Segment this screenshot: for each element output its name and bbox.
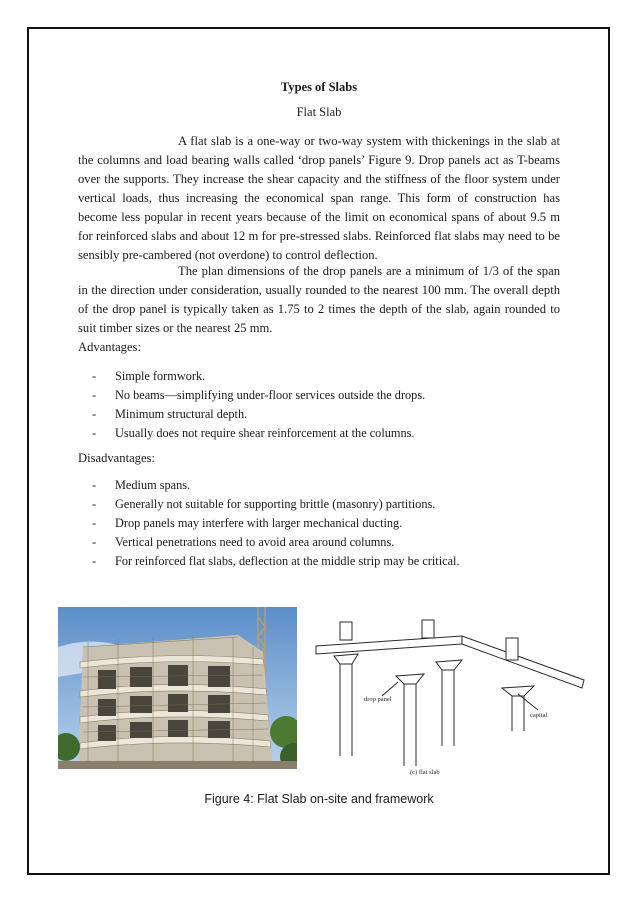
list-item [92, 424, 425, 443]
list-item [92, 405, 425, 424]
list-item [92, 476, 460, 495]
drop-panel-label: drop panel [364, 696, 392, 703]
list-item-text: For reinforced flat slabs, deflection at the middle strip may be critical. [115, 554, 460, 568]
bullet-dash: - [92, 369, 97, 383]
list-item-text: Generally not suitable for supporting brittle (masonry) partitions. [115, 497, 436, 511]
list-item-text: Simple formwork. [115, 369, 206, 383]
list-item-text: Minimum structural depth. [115, 407, 248, 421]
disadvantages-list [92, 476, 460, 571]
bullet-dash: - [92, 497, 97, 511]
list-item-text: No beams—simplifying under-floor services outside the drops. [115, 388, 426, 402]
bullet-dash: - [92, 407, 97, 421]
list-item [92, 367, 425, 386]
list-item-text: Usually does not require shear reinforcement at the columns. [115, 426, 415, 440]
bullet-dash: - [92, 388, 97, 402]
drawing-subcaption: (c) flat slab [410, 769, 440, 776]
list-item [92, 514, 460, 533]
bullet-dash: - [92, 426, 97, 440]
paragraph-intro: A flat slab is a one-way or two-way system with thickenings in the slab at the columns and load bearing walls called ‘drop panels’ Figure 9. Drop panels act as T-beams over the supports. They increase the shear capacity and the stiffness of the floor system under vertical loads, thus increasing the economical span range. This form of construction has become less popular in recent years because of the limit on economical spans of about 9.5 m for reinforced slabs and about 12 m for pre-stressed slabs. Reinforced flat slabs may need to be sensibly pre-cambered (not overdone) to control deflection. [78, 134, 560, 262]
list-item-text: Drop panels may interfere with larger mechanical ducting. [115, 516, 403, 530]
bullet-dash: - [92, 554, 97, 568]
list-item [92, 552, 460, 571]
paragraph-drop-panels: The plan dimensions of the drop panels are a minimum of 1/3 of the span in the direction under consideration, usually rounded to the nearest 100 mm. The overall depth of the drop panel is typically taken as 1.75 to 2 times the depth of the slab, again rounded to suit timber sizes or the nearest 25 mm. [78, 264, 560, 335]
bullet-dash: - [92, 535, 97, 549]
list-item-text: Medium spans. [115, 478, 191, 492]
list-item-text: Vertical penetrations need to avoid area around columns. [115, 535, 395, 549]
figure-caption: Figure 4: Flat Slab on-site and framework [204, 792, 434, 806]
page-title: Types of Slabs [280, 80, 358, 94]
section-subtitle: Flat Slab [296, 105, 342, 119]
list-item [92, 533, 460, 552]
bullet-dash: - [92, 516, 97, 530]
advantages-heading: Advantages: [78, 340, 141, 354]
list-item [92, 386, 425, 405]
construction-site-photo [58, 607, 297, 769]
flat-slab-drawing [312, 616, 586, 776]
list-item [92, 495, 460, 514]
advantages-list [92, 367, 425, 443]
disadvantages-heading: Disadvantages: [78, 451, 155, 465]
capital-label: capital [530, 712, 548, 719]
bullet-dash: - [92, 478, 97, 492]
